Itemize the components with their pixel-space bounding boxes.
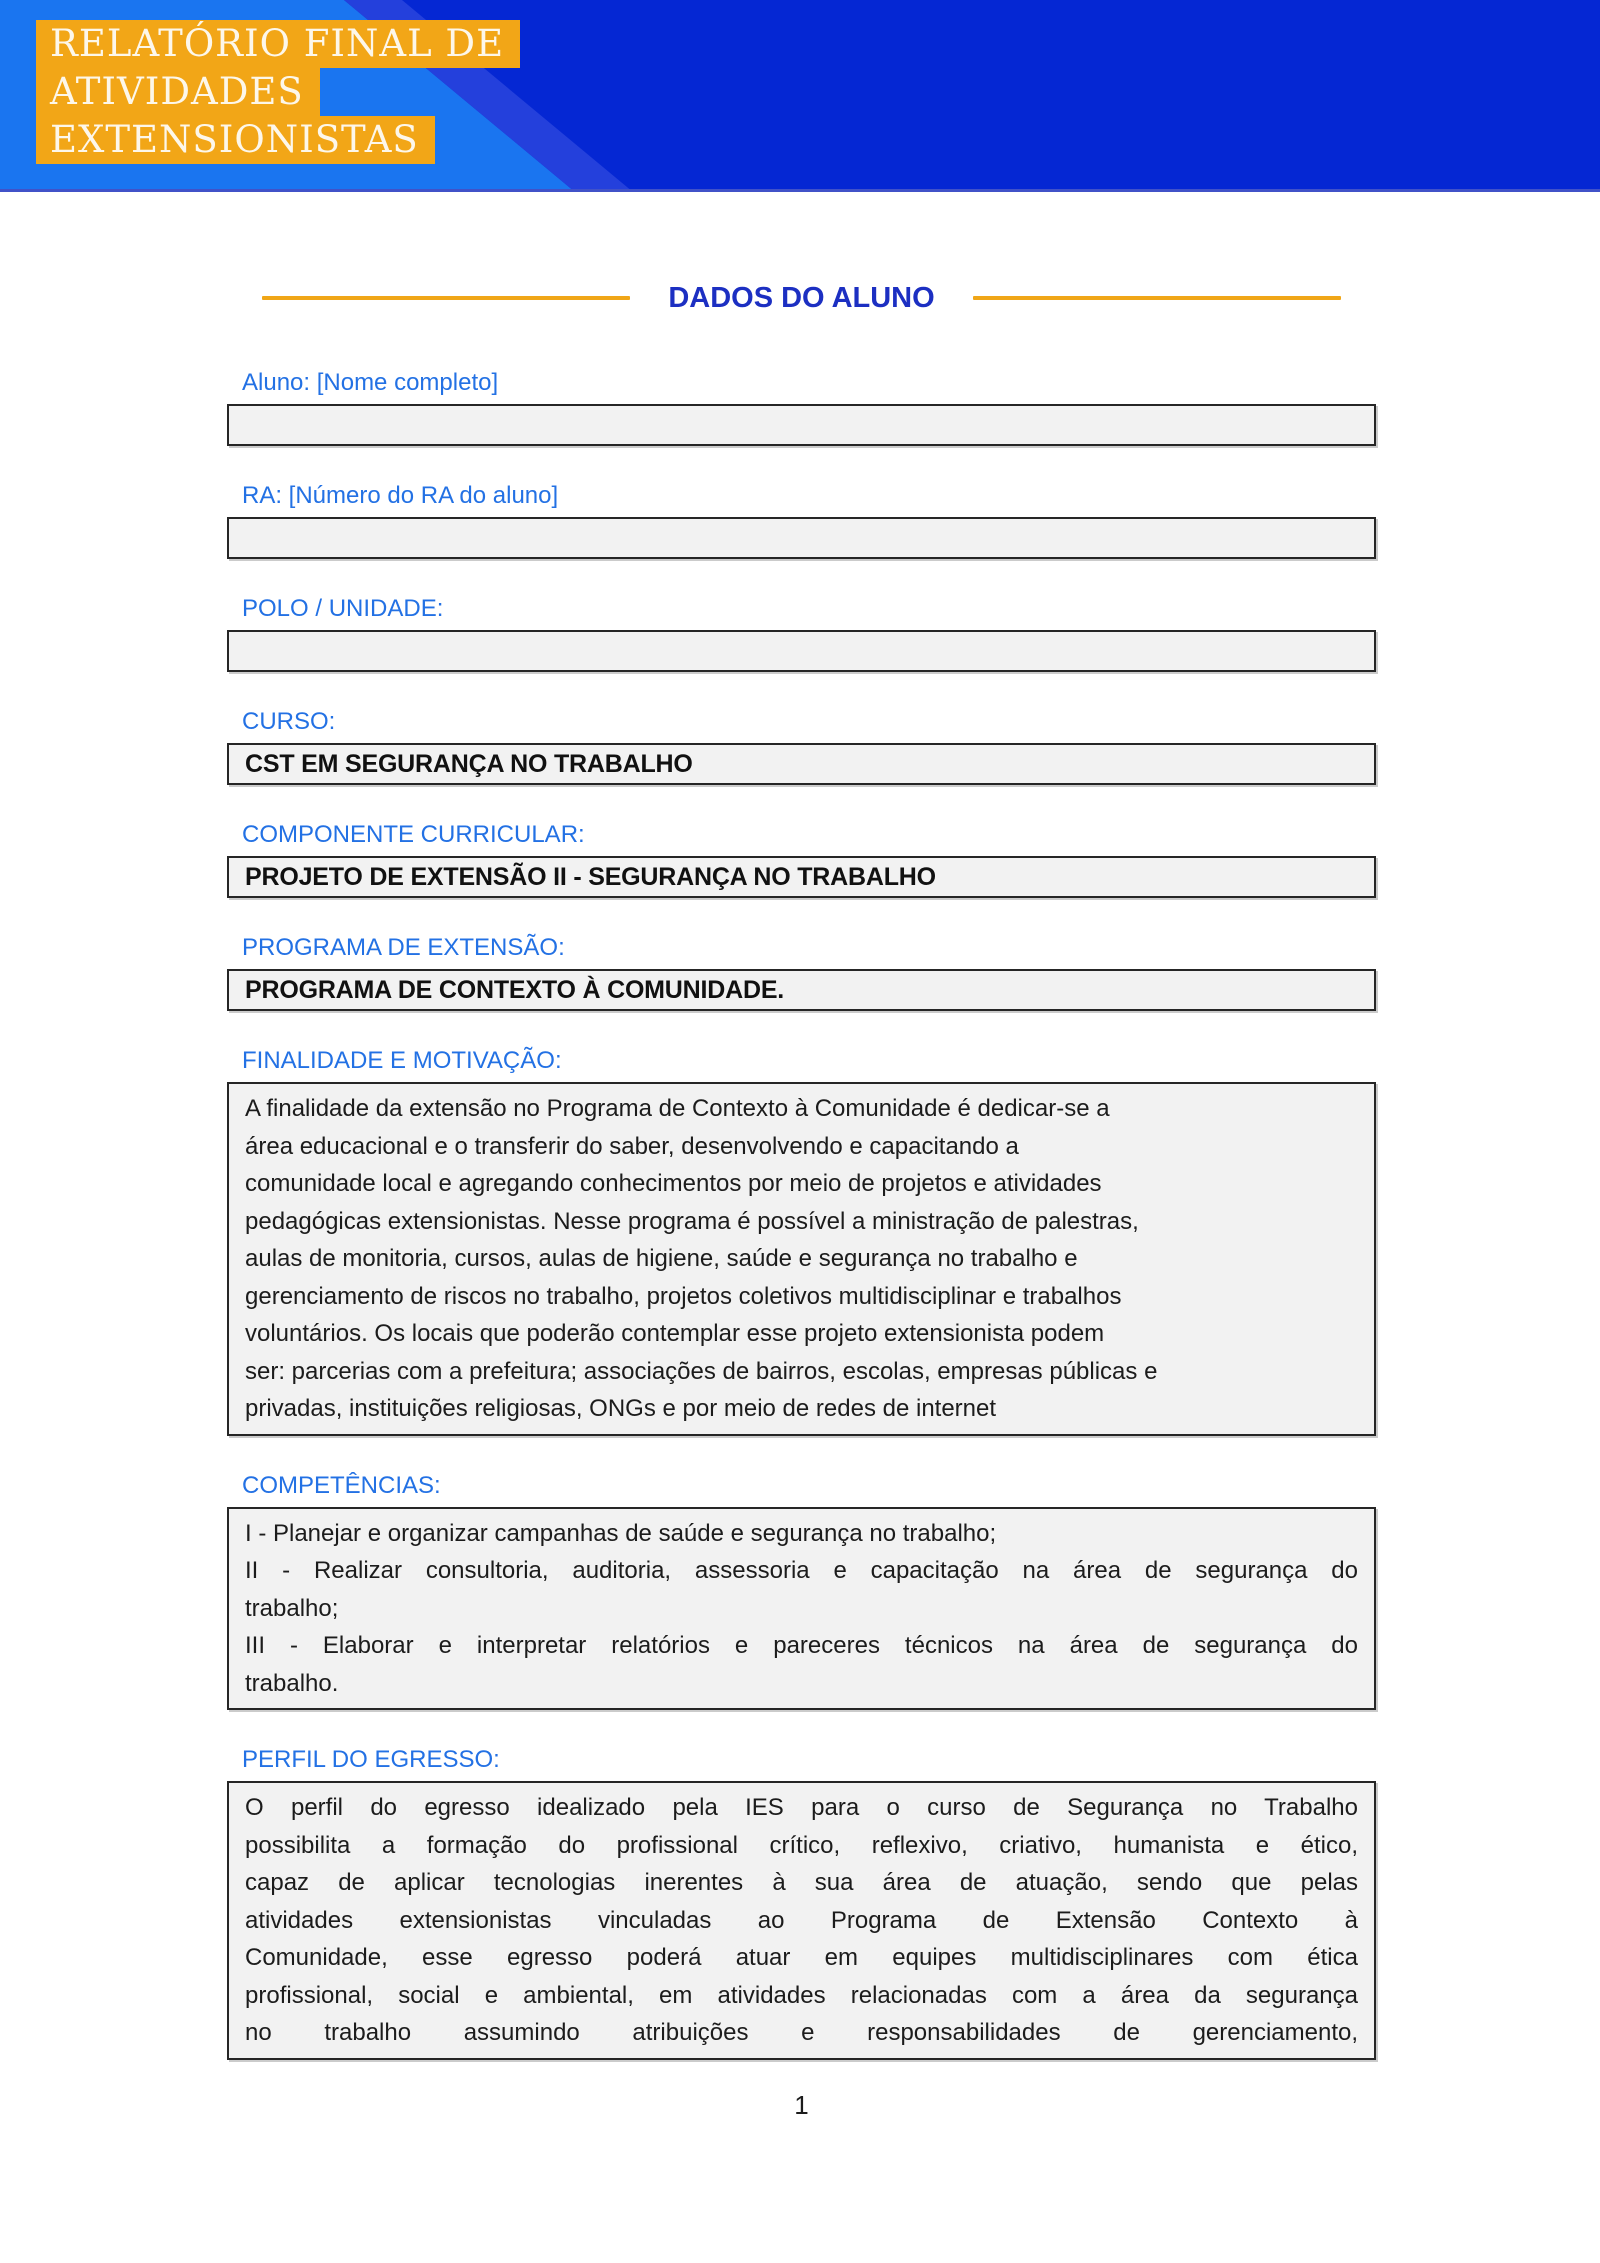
text-line: I - Planejar e organizar campanhas de saúde e segurança no trabalho;	[245, 1519, 997, 1547]
text-line: trabalho;	[245, 1594, 339, 1622]
text-line: comunidade local e agregando conhecimentos por meio de projetos e atividades	[245, 1170, 1102, 1197]
field-value-perfil-egresso	[227, 1781, 1376, 2060]
text-line: III - Elaborar e interpretar relatórios e pareceres técnicos na área de segurança do	[245, 1632, 1358, 1659]
field-label-aluno: Aluno: [Nome completo]	[242, 369, 499, 396]
text-line: atividades extensionistas vinculadas ao Programa de Extensão Contexto à	[245, 1906, 1358, 1934]
banner-line-3: EXTENSIONISTAS	[36, 116, 435, 164]
field-polo-unidade	[227, 595, 1376, 672]
form-content	[227, 281, 1376, 2121]
field-value-componente-curricular: PROJETO DE EXTENSÃO II - SEGURANÇA NO TRABALHO	[227, 856, 1376, 898]
field-input-ra[interactable]	[227, 517, 1376, 559]
field-input-aluno[interactable]	[227, 404, 1376, 446]
field-competencias	[227, 1472, 1376, 1711]
text-line: área educacional e o transferir do saber, desenvolvendo e capacitando a	[245, 1132, 1019, 1160]
text-line: voluntários. Os locais que poderão contemplar esse projeto extensionista podem	[245, 1320, 1105, 1347]
field-perfil-egresso	[227, 1746, 1376, 2060]
field-label-curso: CURSO:	[242, 708, 336, 735]
field-input-polo-unidade[interactable]	[227, 630, 1376, 672]
field-label-programa-extensao: PROGRAMA DE EXTENSÃO:	[242, 934, 565, 961]
field-programa-extensao	[227, 934, 1376, 1011]
field-label-componente-curricular: COMPONENTE CURRICULAR:	[242, 821, 585, 848]
field-value-competencias	[227, 1507, 1376, 1711]
document-header	[0, 0, 1600, 192]
text-line: ser: parcerias com a prefeitura; associações de bairros, escolas, empresas públicas e	[245, 1357, 1158, 1385]
title-rule-right	[973, 296, 1341, 300]
text-line: trabalho.	[245, 1669, 339, 1697]
field-ra	[227, 482, 1376, 559]
field-label-competencias: COMPETÊNCIAS:	[242, 1471, 441, 1499]
section-title-row	[227, 281, 1376, 315]
page-number: 1	[794, 2089, 809, 2120]
text-line: privadas, instituições religiosas, ONGs e por meio de redes de internet	[245, 1395, 997, 1422]
field-aluno	[227, 369, 1376, 446]
field-curso	[227, 708, 1376, 785]
field-value-programa-extensao: PROGRAMA DE CONTEXTO À COMUNIDADE.	[227, 969, 1376, 1011]
field-label-ra: RA: [Número do RA do aluno]	[242, 482, 559, 509]
banner-line-2: ATIVIDADES	[36, 68, 320, 116]
title-rule-left	[262, 296, 630, 300]
text-line: gerenciamento de riscos no trabalho, projetos coletivos multidisciplinar e trabalhos	[245, 1282, 1122, 1310]
text-line: aulas de monitoria, cursos, aulas de higiene, saúde e segurança no trabalho e	[245, 1245, 1078, 1272]
field-value-curso: CST EM SEGURANÇA NO TRABALHO	[227, 743, 1376, 785]
text-line: possibilita a formação do profissional crítico, reflexivo, criativo, humanista e ético,	[245, 1831, 1358, 1859]
text-line: no trabalho assumindo atribuições e responsabilidades de gerenciamento,	[245, 2019, 1358, 2046]
text-line: Comunidade, esse egresso poderá atuar em equipes multidisciplinares com ética	[245, 1944, 1358, 1971]
section-title: DADOS DO ALUNO	[668, 281, 935, 314]
text-line: O perfil do egresso idealizado pela IES para o curso de Segurança no Trabalho	[245, 1794, 1358, 1821]
field-value-finalidade-motivacao	[227, 1082, 1376, 1436]
field-label-perfil-egresso: PERFIL DO EGRESSO:	[242, 1746, 500, 1773]
text-line: II - Realizar consultoria, auditoria, assessoria e capacitação na área de segurança do	[245, 1557, 1358, 1584]
field-label-finalidade-motivacao: FINALIDADE E MOTIVAÇÃO:	[242, 1047, 562, 1074]
text-line: capaz de aplicar tecnologias inerentes à sua área de atuação, sendo que pelas	[245, 1869, 1358, 1896]
field-componente-curricular	[227, 821, 1376, 898]
banner-line-1: RELATÓRIO FINAL DE	[36, 20, 520, 68]
field-finalidade-motivacao	[227, 1047, 1376, 1436]
report-title-banner	[36, 20, 520, 164]
text-line: profissional, social e ambiental, em atividades relacionadas com a área da segurança	[245, 1981, 1358, 2009]
text-line: A finalidade da extensão no Programa de Contexto à Comunidade é dedicar-se a	[245, 1095, 1110, 1122]
field-label-polo-unidade: POLO / UNIDADE:	[242, 595, 444, 622]
text-line: pedagógicas extensionistas. Nesse programa é possível a ministração de palestras,	[245, 1207, 1139, 1235]
